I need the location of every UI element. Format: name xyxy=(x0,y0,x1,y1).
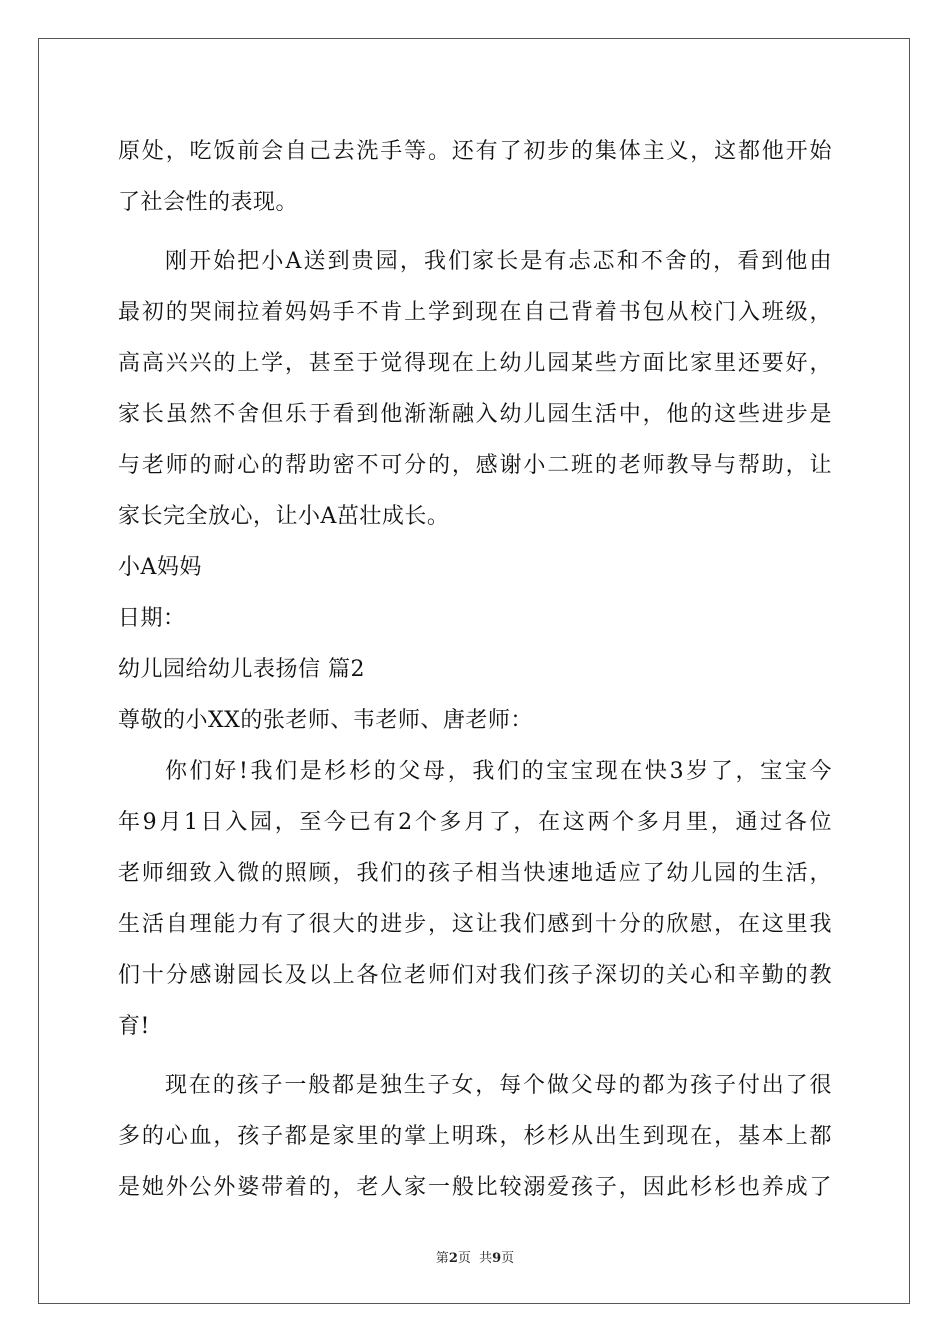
text-line: 育! xyxy=(118,1014,150,1039)
salutation: 尊敬的小XX的张老师、韦老师、唐老师： xyxy=(118,708,533,733)
text-line: 家长虽然不舍但乐于看到他渐渐融入幼儿园生活中，他的这些进步是 xyxy=(118,402,832,427)
text-line: 高高兴兴的上学，甚至于觉得现在上幼儿园某些方面比家里还要好， xyxy=(118,351,832,376)
date-label: 日期： xyxy=(118,606,186,631)
paragraph-start-line: 你们好!我们是杉杉的父母，我们的宝宝现在快3岁了，宝宝今 xyxy=(165,759,832,784)
section-heading: 幼儿园给幼儿表扬信 篇2 xyxy=(118,657,365,682)
paragraph-start-line: 刚开始把小A送到贵园，我们家长是有忐忑和不舍的，看到他由 xyxy=(165,249,832,274)
page-current: 2 xyxy=(448,1251,458,1266)
text-line: 家长完全放心，让小A茁壮成长。 xyxy=(118,504,450,529)
page-prefix: 第 xyxy=(435,1251,449,1266)
signature: 小A妈妈 xyxy=(118,555,202,580)
text-line: 老师细致入微的照顾，我们的孩子相当快速地适应了幼儿园的生活， xyxy=(118,861,832,886)
page-footer xyxy=(0,1247,950,1266)
text-line: 与老师的耐心的帮助密不可分的，感谢小二班的老师教导与帮助，让 xyxy=(118,453,832,478)
paragraph-start-line: 现在的孩子一般都是独生子女，每个做父母的都为孩子付出了很 xyxy=(165,1073,832,1098)
text-line: 生活自理能力有了很大的进步，这让我们感到十分的欣慰，在这里我 xyxy=(118,912,832,937)
document-body xyxy=(118,126,832,1213)
text-line: 原处，吃饭前会自己去洗手等。还有了初步的集体主义，这都他开始 xyxy=(118,139,832,164)
text-line: 们十分感谢园长及以上各位老师们对我们孩子深切的关心和辛勤的教 xyxy=(118,963,832,988)
page-total: 9 xyxy=(492,1251,502,1266)
page-mid: 页 共 xyxy=(457,1251,493,1266)
text-line: 了社会性的表现。 xyxy=(118,190,299,215)
text-line: 最初的哭闹拉着妈妈手不肯上学到现在自己背着书包从校门入班级， xyxy=(118,300,832,325)
text-line: 年9月1日入园，至今已有2个多月了，在这两个多月里，通过各位 xyxy=(118,810,832,835)
page-suffix: 页 xyxy=(501,1251,515,1266)
text-line: 是她外公外婆带着的，老人家一般比较溺爱孩子，因此杉杉也养成了 xyxy=(118,1175,832,1200)
text-line: 多的心血，孩子都是家里的掌上明珠，杉杉从出生到现在，基本上都 xyxy=(118,1124,832,1149)
